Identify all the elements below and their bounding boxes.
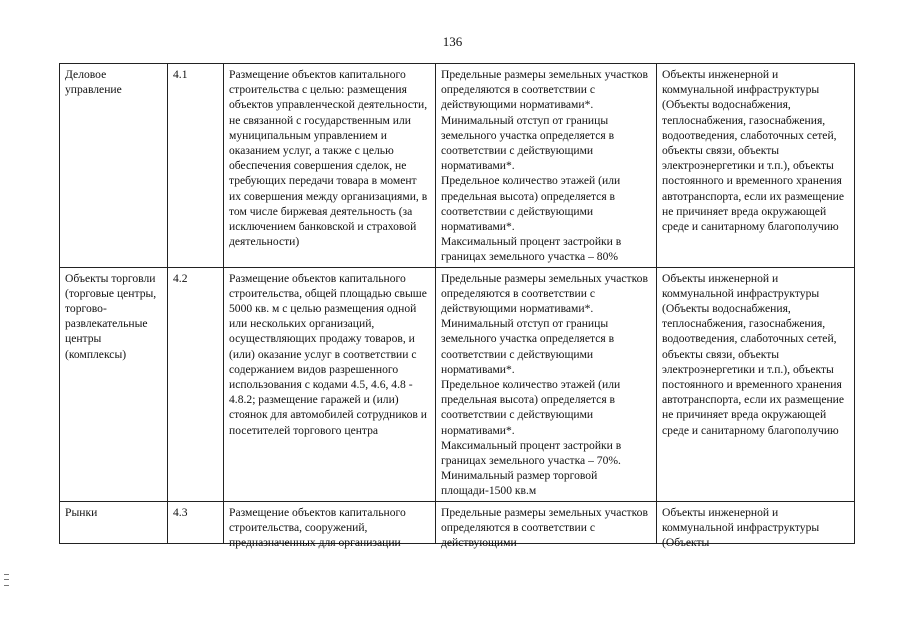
page-number: 136	[442, 34, 463, 49]
parameter-line: Минимальный отступ от границы земельного участка определяется в соответствии с действующими нормативами*.	[441, 317, 615, 376]
auxiliary-uses-cell	[657, 501, 855, 550]
use-name-cell: Деловое управление	[60, 64, 168, 268]
parameter-line: Максимальный процент застройки в границах земельного участка – 80%	[441, 235, 622, 264]
table-row	[60, 64, 855, 268]
table-row	[60, 501, 855, 543]
zoning-table	[59, 63, 855, 550]
auxiliary-uses-cell: Объекты инженерной и коммунальной инфраструктуры (Объекты водоснабжения, теплоснабжения, газоснабжения, водоотведения, слаботочных сетей, объекты связи, объекты электроэнергетики и т.п.), объекты постоянного и временного хранения автотранспорта, если их размещение не причиняет вреда окружающей среде и санитарному благополучию	[657, 267, 855, 501]
use-code-text: 4.3	[173, 505, 188, 519]
parameter-line: Максимальный процент застройки в границах земельного участка – 70%.	[441, 438, 622, 468]
use-description-cell: Размещение объектов капитального строительства, общей площадью свыше 5000 кв. м с целью размещения одной или нескольких организаций, осуществляющих продажу товаров, и (или) оказание услуг в соответствии с содержанием видов разрешенного использования с кодами 4.5, 4.6, 4.8 - 4.8.2; размещение гаражей и (или) стоянок для автомобилей сотрудников и посетителей торгового центра	[224, 267, 436, 501]
table-row	[60, 267, 855, 501]
parameter-line: Предельные размеры земельных участков определяются в соответствии с действующими нормативами*.	[441, 271, 648, 316]
use-description-cell: Размещение объектов капитального строительства с целью: размещения объектов управленческой деятельности, не связанной с государственным или муниципальным управлением и оказанием услуг, а также с целью обеспечения совершения сделок, не требующих передачи товара в момент их совершения между организациями, в том числе биржевая деятельность (за исключением банковской и страховой деятельности)	[224, 64, 436, 268]
use-name-cell	[60, 501, 168, 543]
auxiliary-uses-cell: Объекты инженерной и коммунальной инфраструктуры (Объекты водоснабжения, теплоснабжения, газоснабжения, водоотведения, слаботочных сетей, объекты связи, объекты электроэнергетики и т.п.), объекты постоянного и временного хранения автотранспорта, если их размещение не причиняет вреда окружающей среде и санитарному благополучию	[657, 64, 855, 268]
parameters-cell	[436, 267, 657, 501]
parameter-line: Предельное количество этажей (или предельная высота) определяется в соответствии с действующими нормативами*.	[441, 378, 621, 437]
use-name-text: Рынки	[65, 505, 98, 519]
parameter-line: Предельные размеры земельных участков определяются в соответствии с действующими нормативами*.	[441, 68, 648, 112]
parameters-cell	[436, 64, 657, 268]
use-code-cell: 4.2	[168, 267, 224, 501]
parameter-line: Минимальный размер торговой площади-1500 кв.м	[441, 469, 598, 498]
parameter-line: Предельное количество этажей (или предельная высота) определяется в соответствии с действующими нормативами*.	[441, 174, 621, 234]
parameter-line: Минимальный отступ от границы земельного участка определяется в соответствии с действующими нормативами*.	[441, 113, 615, 173]
use-name-cell: Объекты торговли (торговые центры, торгово-развлекательные центры (комплексы)	[60, 267, 168, 501]
parameter-line: Предельные размеры земельных участков определяются в соответствии с действующими	[441, 505, 648, 550]
use-code-cell	[168, 501, 224, 543]
parameters-cell	[436, 501, 657, 550]
auxiliary-uses-text: Объекты инженерной и коммунальной инфраструктуры (Объекты	[662, 505, 820, 550]
use-code-cell: 4.1	[168, 64, 224, 268]
scan-margin-mark	[4, 574, 9, 586]
use-description-cell	[224, 501, 436, 550]
use-description-text: Размещение объектов капитального строительства, сооружений, предназначенных для организации	[229, 505, 406, 550]
